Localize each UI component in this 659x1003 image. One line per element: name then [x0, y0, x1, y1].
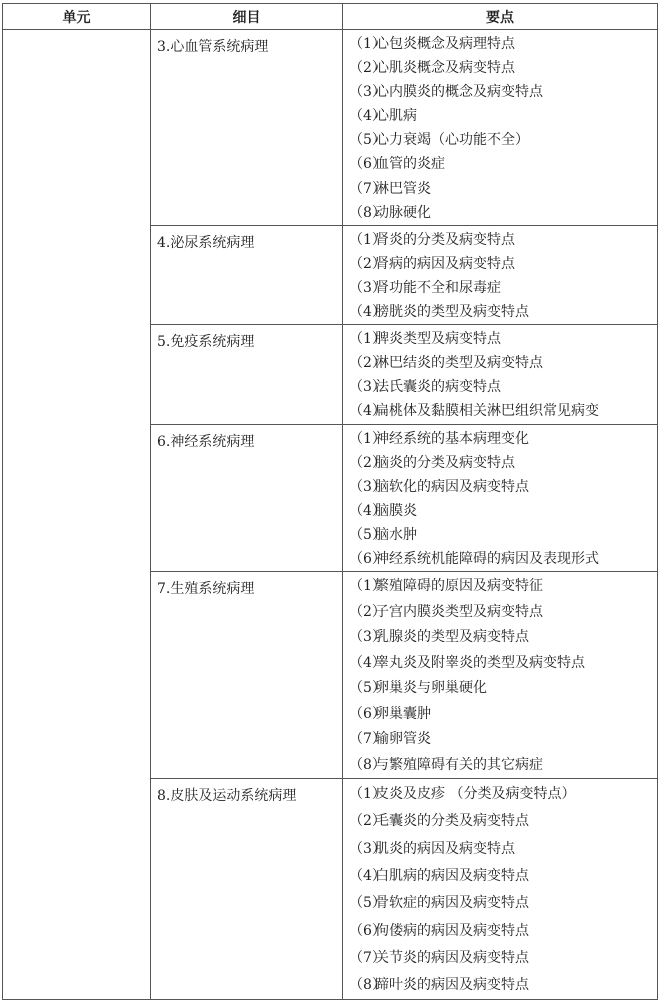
- point-text: 心肌炎概念及病变特点: [375, 60, 515, 77]
- point-text: 血管的炎症: [375, 156, 445, 173]
- point-number: （7）: [349, 949, 386, 966]
- point-text: 佝偻病的病因及病变特点: [375, 922, 529, 939]
- point-item: [349, 972, 657, 999]
- syllabus-table: [2, 3, 658, 1000]
- points-cell: [343, 424, 658, 572]
- point-text: 繁殖障碍的原因及病变特征: [375, 578, 543, 595]
- point-text: 卵巢炎与卵巢硬化: [375, 680, 487, 697]
- point-number: （4）: [349, 304, 386, 321]
- point-number: （2）: [349, 60, 386, 77]
- point-text: 肾炎的分类及病变特点: [375, 231, 515, 248]
- topic-cell: 6.神经系统病理: [151, 424, 343, 572]
- point-text: 骨软症的病因及病变特点: [375, 895, 529, 912]
- point-number: （3）: [349, 478, 386, 495]
- point-item: [349, 574, 657, 600]
- point-number: （4）: [349, 654, 386, 671]
- point-item: [349, 399, 657, 423]
- point-number: （3）: [349, 629, 386, 646]
- point-number: （4）: [349, 403, 386, 420]
- point-number: （4）: [349, 502, 386, 519]
- point-item: [349, 276, 657, 300]
- point-number: （2）: [349, 454, 386, 471]
- point-item: [349, 863, 657, 890]
- point-number: （7）: [349, 180, 386, 197]
- topic-cell: 7.生殖系统病理: [151, 572, 343, 779]
- point-item: [349, 808, 657, 835]
- point-item: [349, 201, 657, 225]
- point-item: [349, 252, 657, 276]
- point-text: 蹄叶炎的病因及病变特点: [375, 977, 529, 994]
- unit-cell: [3, 30, 151, 1000]
- point-item: [349, 890, 657, 917]
- point-text: 睾丸炎及附睾炎的类型及病变特点: [375, 654, 585, 671]
- point-text: 脑水肿: [375, 526, 417, 543]
- point-item: [349, 351, 657, 375]
- point-number: （4）: [349, 867, 386, 884]
- point-number: （8）: [349, 756, 386, 773]
- point-item: [349, 427, 657, 451]
- point-item: [349, 475, 657, 499]
- point-item: [349, 781, 657, 808]
- topic-cell: 3.心血管系统病理: [151, 30, 343, 226]
- point-item: [349, 945, 657, 972]
- point-text: 法氏囊炎的病变特点: [375, 379, 501, 396]
- point-text: 关节炎的病因及病变特点: [375, 949, 529, 966]
- point-text: 皮炎及皮疹 （分类及病变特点）: [375, 786, 576, 803]
- point-number: （3）: [349, 84, 386, 101]
- point-item: [349, 80, 657, 104]
- point-item: [349, 177, 657, 201]
- point-number: （1）: [349, 430, 386, 447]
- point-text: 脑软化的病因及病变特点: [375, 478, 529, 495]
- point-item: [349, 228, 657, 252]
- point-text: 心肌病: [375, 108, 417, 125]
- point-item: [349, 499, 657, 523]
- point-number: （2）: [349, 603, 386, 620]
- point-item: [349, 523, 657, 547]
- table-body: [3, 30, 658, 1000]
- point-text: 脑膜炎: [375, 502, 417, 519]
- point-number: （3）: [349, 840, 386, 857]
- point-number: （8）: [349, 977, 386, 994]
- header-unit: 单元: [3, 4, 151, 30]
- point-item: [349, 104, 657, 128]
- point-item: [349, 547, 657, 571]
- point-item: [349, 451, 657, 475]
- point-text: 肌炎的病因及病变特点: [375, 840, 515, 857]
- point-text: 白肌病的病因及病变特点: [375, 867, 529, 884]
- point-number: （1）: [349, 786, 386, 803]
- point-item: [349, 56, 657, 80]
- point-number: （6）: [349, 922, 386, 939]
- points-cell: [343, 30, 658, 226]
- point-number: （1）: [349, 231, 386, 248]
- topic-cell: 4.泌尿系统病理: [151, 225, 343, 324]
- point-text: 膀胱炎的类型及病变特点: [375, 304, 529, 321]
- point-number: （6）: [349, 705, 386, 722]
- point-number: （5）: [349, 132, 386, 149]
- point-text: 肾病的病因及病变特点: [375, 255, 515, 272]
- point-text: 卵巢囊肿: [375, 705, 431, 722]
- point-number: （2）: [349, 255, 386, 272]
- point-text: 心力衰竭（心功能不全）: [375, 132, 529, 149]
- header-row: [3, 4, 658, 30]
- point-item: [349, 327, 657, 351]
- point-text: 输卵管炎: [375, 731, 431, 748]
- point-text: 子宫内膜炎类型及病变特点: [375, 603, 543, 620]
- point-text: 动脉硬化: [375, 204, 431, 221]
- point-text: 神经系统机能障碍的病因及表现形式: [375, 550, 599, 567]
- point-text: 淋巴结炎的类型及病变特点: [375, 355, 543, 372]
- point-number: （6）: [349, 156, 386, 173]
- point-text: 脑炎的分类及病变特点: [375, 454, 515, 471]
- point-number: （1）: [349, 331, 386, 348]
- point-number: （5）: [349, 526, 386, 543]
- point-text: 淋巴管炎: [375, 180, 431, 197]
- point-item: [349, 836, 657, 863]
- point-item: [349, 375, 657, 399]
- point-text: 毛囊炎的分类及病变特点: [375, 813, 529, 830]
- points-cell: [343, 572, 658, 779]
- point-number: （5）: [349, 895, 386, 912]
- header-item: 细目: [151, 4, 343, 30]
- point-item: [349, 300, 657, 324]
- point-text: 肾功能不全和尿毒症: [375, 279, 501, 296]
- table-row: [3, 30, 658, 226]
- topic-cell: 8.皮肤及运动系统病理: [151, 779, 343, 1000]
- point-item: [349, 152, 657, 176]
- point-item: [349, 702, 657, 728]
- points-cell: [343, 779, 658, 1000]
- point-number: （7）: [349, 731, 386, 748]
- points-cell: [343, 325, 658, 424]
- points-cell: [343, 225, 658, 324]
- point-text: 扁桃体及黏膜相关淋巴组织常见病变: [375, 403, 599, 420]
- point-item: [349, 600, 657, 626]
- point-item: [349, 918, 657, 945]
- point-number: （4）: [349, 108, 386, 125]
- point-item: [349, 727, 657, 753]
- point-text: 心内膜炎的概念及病变特点: [375, 84, 543, 101]
- point-text: 乳腺炎的类型及病变特点: [375, 629, 529, 646]
- point-number: （1）: [349, 578, 386, 595]
- point-number: （1）: [349, 36, 386, 52]
- point-number: （2）: [349, 355, 386, 372]
- point-item: [349, 676, 657, 702]
- topic-cell: 5.免疫系统病理: [151, 325, 343, 424]
- point-item: [349, 32, 657, 56]
- point-text: 心包炎概念及病理特点: [375, 36, 515, 52]
- point-item: [349, 128, 657, 152]
- point-text: 与繁殖障碍有关的其它病症: [375, 756, 543, 773]
- point-item: [349, 753, 657, 779]
- point-item: [349, 651, 657, 677]
- point-item: [349, 625, 657, 651]
- point-text: 神经系统的基本病理变化: [375, 430, 529, 447]
- point-number: （6）: [349, 550, 386, 567]
- header-points: 要点: [343, 4, 658, 30]
- point-number: （8）: [349, 204, 386, 221]
- point-text: 脾炎类型及病变特点: [375, 331, 501, 348]
- point-number: （2）: [349, 813, 386, 830]
- point-number: （3）: [349, 279, 386, 296]
- point-number: （3）: [349, 379, 386, 396]
- point-number: （5）: [349, 680, 386, 697]
